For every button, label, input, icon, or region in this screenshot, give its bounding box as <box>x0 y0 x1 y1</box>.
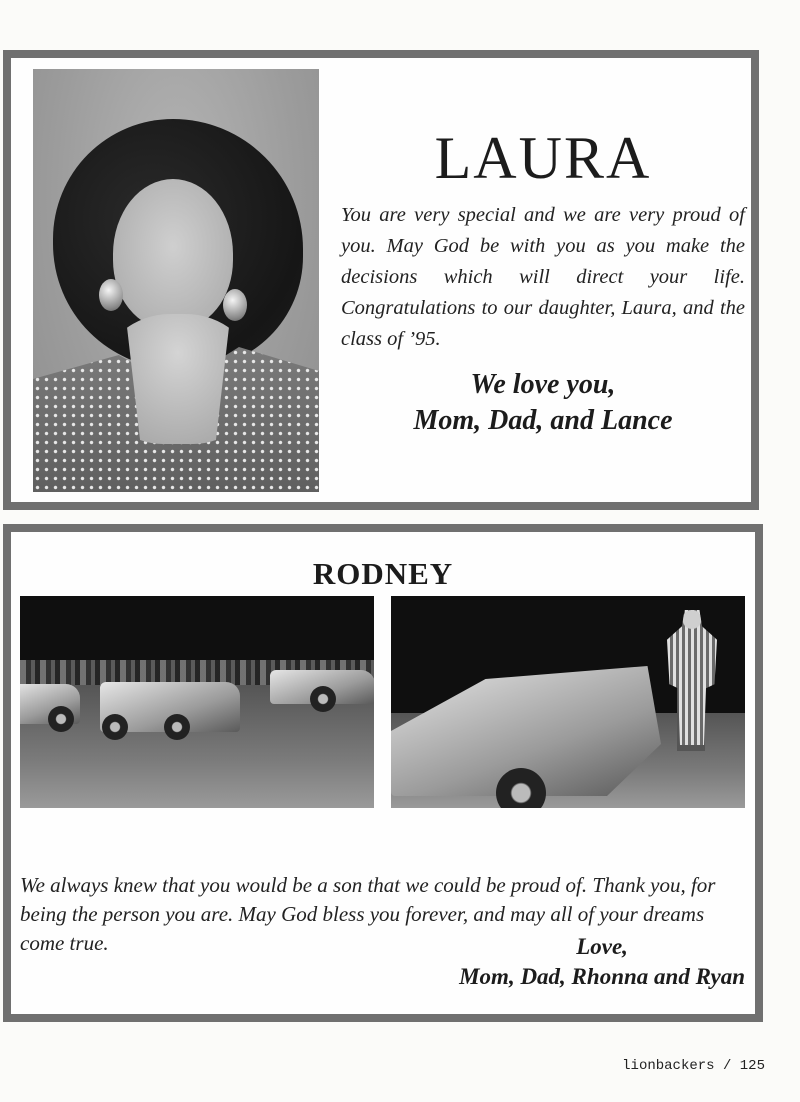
race-cars-photo <box>20 596 374 808</box>
laura-ad-box <box>3 50 759 510</box>
laura-signature <box>333 367 753 439</box>
footer-section: lionbackers <box>622 1058 715 1074</box>
footer-separator: / <box>722 1058 732 1074</box>
wheel <box>164 714 190 740</box>
wheel <box>102 714 128 740</box>
rodney-signature-line2: Mom, Dad, Rhonna and Ryan <box>459 964 745 989</box>
rodney-message: We always knew that you would be a son that we could be proud of. Thank you, for being the person you are. May God bless you forever, and may all of your dreams come true. <box>20 873 716 955</box>
laura-signature-line1: We love you, <box>470 369 616 400</box>
wheel <box>48 706 74 732</box>
rodney-signature <box>459 932 745 992</box>
laura-title: LAURA <box>434 125 652 191</box>
page-number: 125 <box>739 1058 765 1074</box>
earring-left <box>99 279 123 311</box>
laura-message: You are very special and we are very proud of you. May God be with you as you make the decisions which will direct your life. Congratulations to our daughter, Laura, and the class of ’95. <box>341 204 745 350</box>
laura-signature-line2: Mom, Dad, and Lance <box>413 405 673 436</box>
laura-text-block <box>333 125 753 439</box>
rodney-with-car-photo <box>391 596 745 808</box>
rodney-ad-box <box>3 524 763 1022</box>
face-shape <box>113 179 233 329</box>
rodney-title: RODNEY <box>312 556 454 591</box>
page-footer <box>622 1058 765 1074</box>
earring-right <box>223 289 247 321</box>
wheel <box>310 686 336 712</box>
rodney-signature-line1: Love, <box>576 934 628 959</box>
laura-portrait-photo <box>33 69 319 492</box>
